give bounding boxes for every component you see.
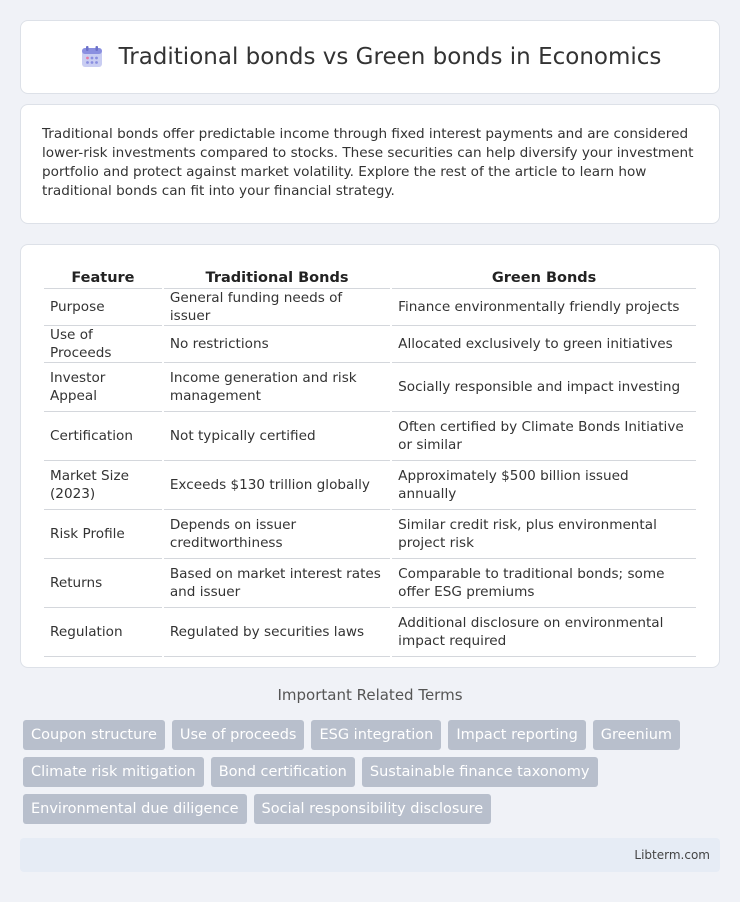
tag-use-of-proceeds[interactable]: Use of proceeds [172,720,305,750]
comparison-table [42,265,698,657]
comparison-card [20,244,720,668]
row-traditional: Depends on issuer creditworthiness [164,510,390,559]
tag-greenium[interactable]: Greenium [593,720,680,750]
row-green: Allocated exclusively to green initiatives [392,326,696,363]
row-green: Comparable to traditional bonds; some offer ESG premiums [392,559,696,608]
tag-environmental-due-diligence[interactable]: Environmental due diligence [23,794,247,824]
row-traditional: General funding needs of issuer [164,289,390,326]
table-header-row [44,265,696,289]
tag-bond-certification[interactable]: Bond certification [211,757,355,787]
header-traditional: Traditional Bonds [164,265,390,289]
footer [20,838,720,872]
tag-sustainable-finance-taxonomy[interactable]: Sustainable finance taxonomy [362,757,598,787]
intro-card [20,104,720,224]
row-traditional: Regulated by securities laws [164,608,390,657]
row-green: Additional disclosure on environmental impact required [392,608,696,657]
calendar-icon [79,44,105,70]
row-feature: Returns [44,559,162,608]
table-row [44,559,696,608]
table-row [44,510,696,559]
row-green: Finance environmentally friendly projects [392,289,696,326]
row-traditional: No restrictions [164,326,390,363]
footer-site-link[interactable]: Libterm.com [634,848,710,862]
row-feature: Market Size (2023) [44,461,162,510]
row-feature: Regulation [44,608,162,657]
row-green: Approximately $500 billion issued annually [392,461,696,510]
tag-coupon-structure[interactable]: Coupon structure [23,720,165,750]
row-traditional: Based on market interest rates and issuer [164,559,390,608]
row-feature: Use of Proceeds [44,326,162,363]
title-card [20,20,720,94]
intro-paragraph: Traditional bonds offer predictable income through fixed interest payments and are considered lower-risk investments compared to stocks. These securities can help diversify your investment portfolio and protect against market volatility. Explore the rest of the article to learn how traditional bonds can fit into your financial strategy. [42,126,694,199]
header-green: Green Bonds [392,265,696,289]
page-title: Traditional bonds vs Green bonds in Economics [118,44,662,70]
row-feature: Risk Profile [44,510,162,559]
row-traditional: Exceeds $130 trillion globally [164,461,390,510]
row-green: Often certified by Climate Bonds Initiative or similar [392,412,696,461]
row-feature: Certification [44,412,162,461]
row-feature: Purpose [44,289,162,326]
tag-impact-reporting[interactable]: Impact reporting [448,720,585,750]
table-row [44,289,696,326]
table-row [44,412,696,461]
header-feature: Feature [44,265,162,289]
related-terms-heading: Important Related Terms [277,686,463,704]
row-green: Similar credit risk, plus environmental project risk [392,510,696,559]
table-row [44,608,696,657]
table-row [44,326,696,363]
tag-climate-risk-mitigation[interactable]: Climate risk mitigation [23,757,204,787]
tag-social-responsibility-disclosure[interactable]: Social responsibility disclosure [254,794,492,824]
row-traditional: Not typically certified [164,412,390,461]
tag-esg-integration[interactable]: ESG integration [311,720,441,750]
table-row [44,363,696,412]
related-terms-list [23,720,723,824]
row-feature: Investor Appeal [44,363,162,412]
row-traditional: Income generation and risk management [164,363,390,412]
row-green: Socially responsible and impact investing [392,363,696,412]
table-row [44,461,696,510]
